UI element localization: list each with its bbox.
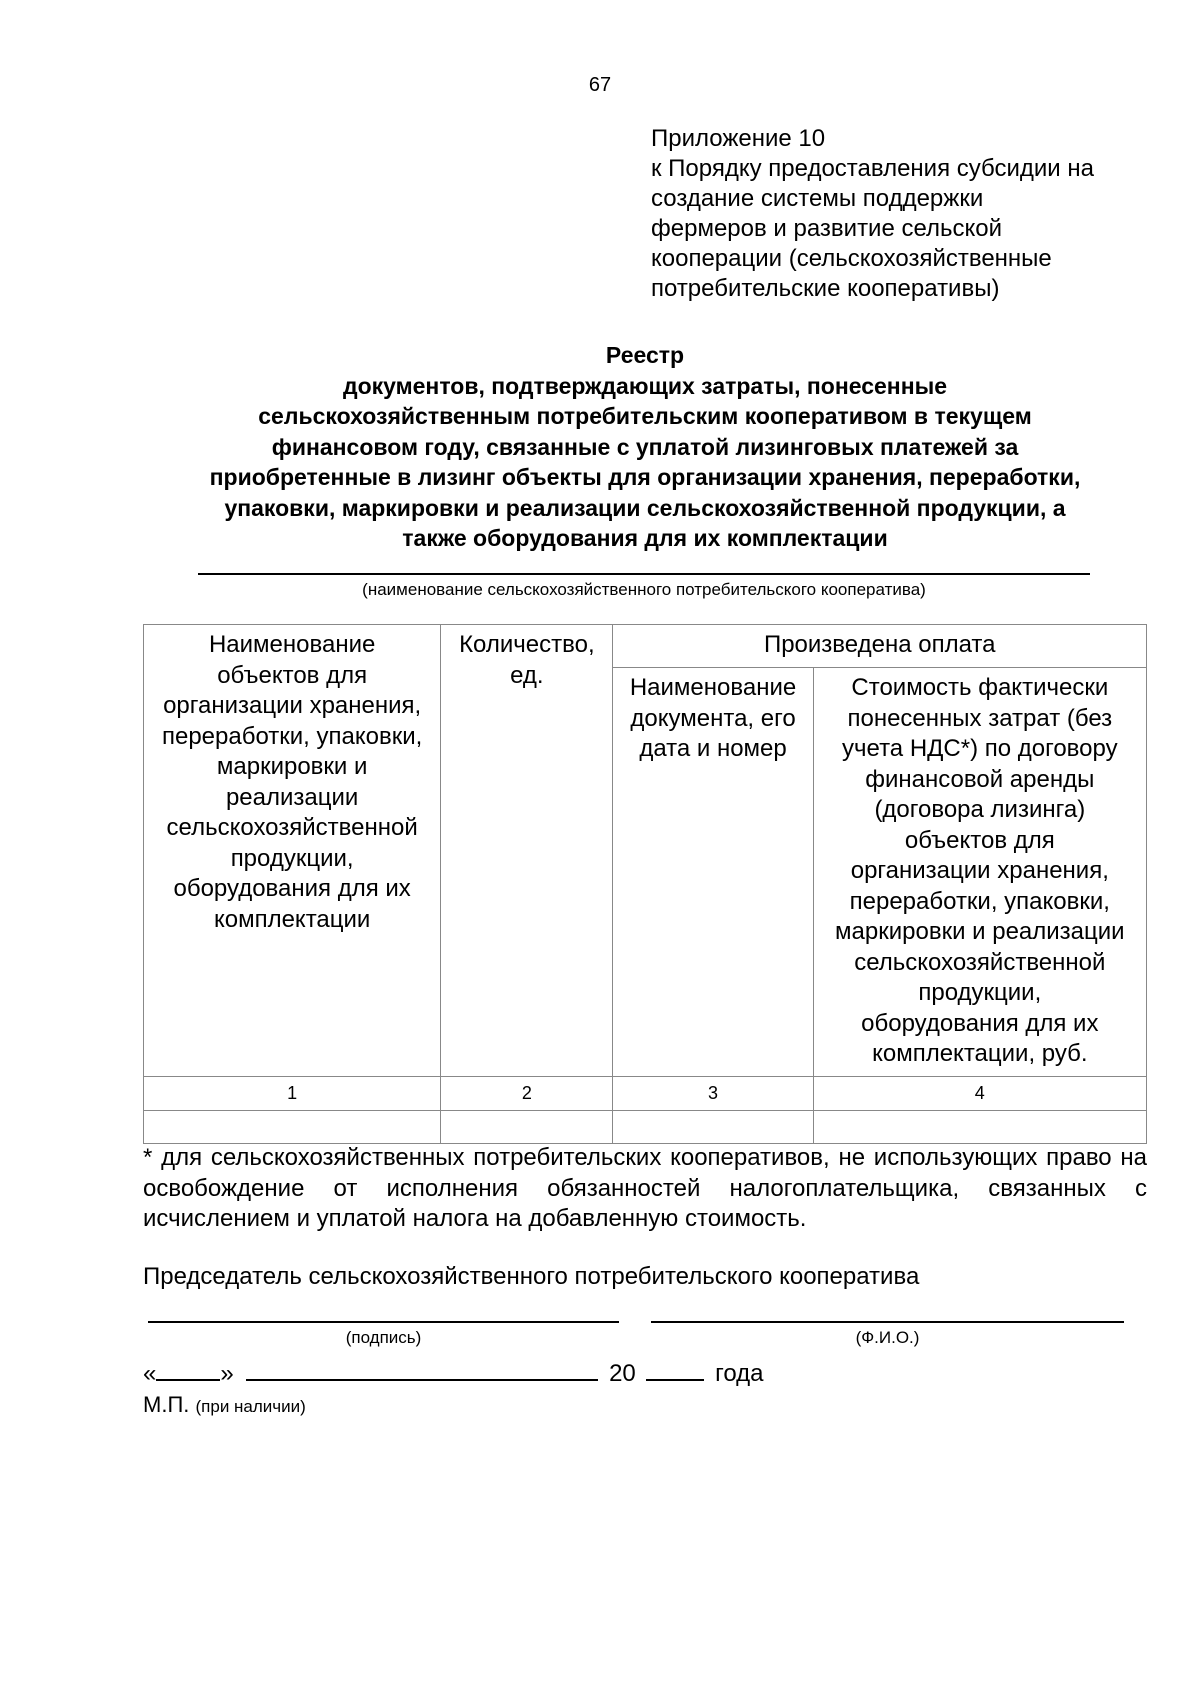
table-cell[interactable] (813, 1110, 1146, 1143)
cooperative-name-caption: (наименование сельскохозяйственного потребительского кооператива) (362, 580, 926, 599)
appendix-line: фермеров и развитие сельской (651, 215, 1003, 242)
header-line: сельскохозяйственной (166, 814, 418, 841)
date-line (143, 1357, 764, 1388)
month-field[interactable] (246, 1357, 598, 1381)
header-line: маркировки и реализации (835, 918, 1125, 945)
title-line: приобретенные в лизинг объекты для организации хранения, переработки, (209, 464, 1081, 490)
header-cost (813, 668, 1146, 1077)
header-line: ед. (510, 661, 544, 689)
header-line: финансовой аренды (865, 765, 1095, 793)
chairman-label: Председатель сельскохозяйственного потребительского кооператива (143, 1263, 920, 1290)
stamp-label: М.П. (143, 1392, 190, 1417)
open-quote: « (143, 1360, 157, 1387)
header-line: документа, его (630, 704, 796, 732)
header-line: объектов для (217, 661, 368, 689)
table-cell[interactable] (441, 1110, 613, 1143)
title-line: документов, подтверждающих затраты, понесенные (342, 372, 948, 399)
footnote: * для сельскохозяйственных потребительских кооперативов, не использующих право на освобождение от исполнения обязанностей налогоплательщика, связанных с исчислением и уплатой налога на добавленную стоимость. (143, 1144, 1147, 1232)
header-line: организации хранения, (850, 857, 1109, 884)
header-line: оборудования для их (173, 875, 411, 902)
header-line: маркировки и (216, 753, 368, 780)
close-quote: » (220, 1360, 234, 1387)
stamp-note: (при наличии) (195, 1397, 306, 1416)
year-prefix: 20 (609, 1360, 636, 1387)
header-line: понесенных затрат (без (847, 704, 1113, 732)
header-line: Стоимость фактически (851, 674, 1109, 701)
header-line: реализации (225, 783, 359, 811)
header-line: организации хранения, (163, 692, 422, 719)
header-line: (договора лизинга) (874, 796, 1086, 823)
title-line: также оборудования для их комплектации (402, 525, 888, 551)
header-line: Наименование (629, 674, 797, 701)
title-line: сельскохозяйственным потребительским кооперативом в текущем (258, 403, 1032, 429)
header-line: дата и номер (639, 735, 787, 762)
year-field[interactable] (646, 1357, 704, 1381)
appendix-line: к Порядку предоставления субсидии на (651, 155, 1094, 182)
day-field[interactable] (156, 1357, 220, 1381)
signature-caption: (подпись) (345, 1328, 422, 1347)
column-number: 4 (813, 1076, 1146, 1110)
appendix-line: потребительские кооперативы) (651, 275, 1000, 302)
header-objects (144, 625, 441, 1077)
header-line: продукции, (918, 979, 1042, 1006)
title-line: упаковки, маркировки и реализации сельскохозяйственной продукции, а (224, 494, 1066, 521)
appendix-line: кооперации (сельскохозяйственные (651, 245, 1052, 272)
appendix-line: создание системы поддержки (651, 185, 984, 212)
header-line: объектов для (904, 826, 1055, 854)
header-line: продукции, (230, 844, 354, 872)
header-quantity (441, 625, 613, 1077)
table-cell[interactable] (144, 1110, 441, 1143)
appendix-block (651, 124, 1171, 304)
registry-table (143, 624, 1147, 1144)
year-suffix: года (715, 1360, 764, 1387)
appendix-line: Приложение 10 (651, 125, 826, 152)
header-line: оборудования для их (861, 1009, 1099, 1037)
header-line: Количество, (459, 631, 595, 658)
column-number: 1 (144, 1076, 441, 1110)
cooperative-name-field[interactable] (198, 573, 1090, 575)
column-number: 2 (441, 1076, 613, 1110)
document-title (100, 340, 1190, 554)
column-number-row (144, 1076, 1147, 1110)
table-row (144, 1110, 1147, 1143)
header-line: переработки, упаковки, (849, 887, 1110, 915)
signature-field[interactable] (148, 1321, 619, 1323)
header-line: сельскохозяйственной (854, 948, 1106, 976)
header-line: учета НДС*) по договору (842, 735, 1118, 762)
title-line: финансовом году, связанные с уплатой лизинговых платежей за (271, 433, 1019, 460)
header-line: комплектации, руб. (872, 1040, 1088, 1067)
header-payment-made: Произведена оплата (613, 625, 1147, 668)
title-line: Реестр (605, 342, 685, 368)
fio-caption: (Ф.И.О.) (855, 1328, 920, 1347)
column-number: 3 (613, 1076, 813, 1110)
header-line: переработки, упаковки, (161, 722, 423, 750)
header-document (613, 668, 813, 1077)
table-cell[interactable] (613, 1110, 813, 1143)
header-line: комплектации (213, 905, 371, 933)
page-number: 67 (588, 74, 612, 96)
header-line: Наименование (208, 631, 376, 658)
fio-field[interactable] (651, 1321, 1124, 1323)
stamp-line (143, 1392, 306, 1418)
